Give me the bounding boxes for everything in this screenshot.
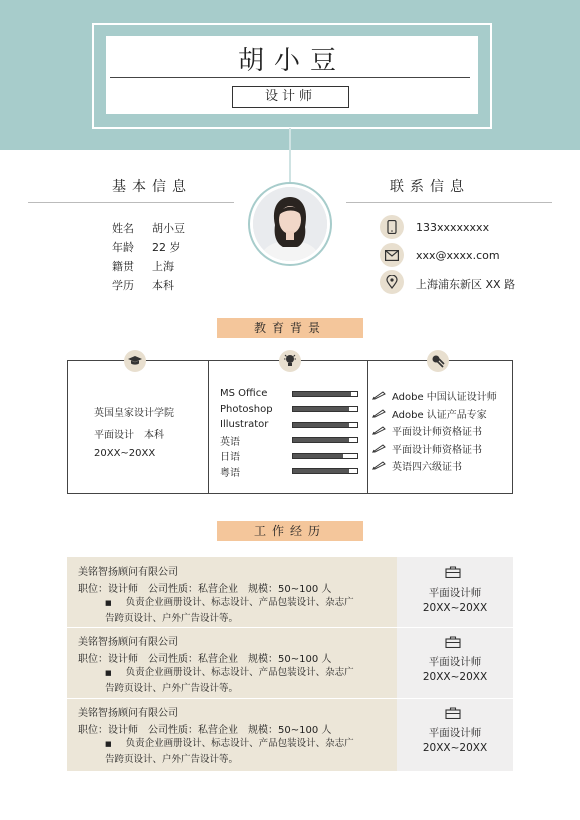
skills-list <box>220 386 360 479</box>
job-entry-3 <box>67 699 397 771</box>
skill-row <box>220 402 360 418</box>
pen-icon <box>372 409 386 418</box>
job-side-2 <box>397 628 513 698</box>
school-name: 英国皇家设计学院 <box>94 408 174 419</box>
skill-bar <box>292 437 358 443</box>
skill-bar <box>292 422 358 428</box>
work-heading: 工作经历 <box>217 521 363 541</box>
phone-icon <box>380 215 404 239</box>
pen-icon <box>372 461 386 470</box>
job-period: 20XX~20XX <box>422 671 488 683</box>
education-divider-2 <box>367 360 368 494</box>
job-meta: 职位：设计师 公司性质：私营企业 规模：50~100 人 <box>78 654 332 665</box>
job-role: 平面设计师 <box>428 587 482 599</box>
list-item: 平面设计师资格证书 <box>372 422 512 440</box>
mail-icon <box>380 243 404 267</box>
skill-row <box>220 386 360 402</box>
contact-divider <box>346 202 552 203</box>
name-underline <box>110 77 470 78</box>
address-text: 上海浦东新区 XX 路 <box>416 278 516 291</box>
list-item: Adobe 中国认证设计师 <box>372 387 512 405</box>
job-entry-1 <box>67 557 397 627</box>
contact-info-heading: 联系信息 <box>390 179 470 195</box>
location-icon <box>380 270 404 294</box>
job-side-3 <box>397 699 513 771</box>
job-duty: ■ 负责企业画册设计、标志设计、产品包装设计、杂志广 告跨页设计、户外广告设计等。 <box>105 738 354 765</box>
lightbulb-icon <box>279 350 301 372</box>
skill-row <box>220 448 360 464</box>
info-row-degree: 学历 本科 <box>112 279 174 292</box>
major-degree: 平面设计 本科 <box>94 430 164 441</box>
skill-name: Illustrator <box>220 419 269 431</box>
company-name: 美铭智扬顾问有限公司 <box>78 708 178 719</box>
job-side-1 <box>397 557 513 627</box>
company-name: 美铭智扬顾问有限公司 <box>78 637 178 648</box>
skill-bar-fill <box>293 469 349 473</box>
job-role: 平面设计师 <box>428 656 482 668</box>
list-item: Adobe 认证产品专家 <box>372 405 512 423</box>
skill-name: MS Office <box>220 388 268 400</box>
certificate-list <box>372 387 512 475</box>
education-heading: 教育背景 <box>217 318 363 338</box>
skill-bar <box>292 453 358 459</box>
certificate-icon <box>427 350 449 372</box>
skill-bar <box>292 391 358 397</box>
briefcase-icon <box>445 566 461 578</box>
email-text: xxx@xxxx.com <box>416 249 500 262</box>
skill-bar-fill <box>293 407 349 411</box>
skill-bar <box>292 406 358 412</box>
list-item: 英语四六级证书 <box>372 457 512 475</box>
skill-name: 英语 <box>220 436 240 448</box>
skill-row <box>220 464 360 480</box>
skill-bar-fill <box>293 392 351 396</box>
job-title: 设计师 <box>232 86 349 108</box>
connector-line <box>289 128 291 186</box>
pen-icon <box>372 426 386 435</box>
graduation-cap-icon <box>124 350 146 372</box>
list-item: 平面设计师资格证书 <box>372 440 512 458</box>
job-period: 20XX~20XX <box>422 742 488 754</box>
phone-text: 133xxxxxxxx <box>416 221 490 234</box>
skill-bar <box>292 468 358 474</box>
job-meta: 职位：设计师 公司性质：私营企业 规模：50~100 人 <box>78 584 332 595</box>
job-entry-2 <box>67 628 397 698</box>
basic-info-heading: 基本信息 <box>112 179 192 195</box>
skill-name: Photoshop <box>220 403 273 415</box>
job-period: 20XX~20XX <box>422 602 488 614</box>
skill-bar-fill <box>293 423 349 427</box>
info-row-hometown: 籍贯 上海 <box>112 260 174 273</box>
job-role: 平面设计师 <box>428 727 482 739</box>
pen-icon <box>372 391 386 400</box>
education-divider-1 <box>208 360 209 494</box>
skill-bar-fill <box>293 454 343 458</box>
pen-icon <box>372 444 386 453</box>
job-meta: 职位：设计师 公司性质：私营企业 规模：50~100 人 <box>78 725 332 736</box>
basic-divider <box>28 202 234 203</box>
person-name: 胡小豆 <box>237 46 346 76</box>
skill-name: 粤语 <box>220 467 240 479</box>
skill-name: 日语 <box>220 452 240 464</box>
skill-row <box>220 433 360 449</box>
skill-bar-fill <box>293 438 349 442</box>
briefcase-icon <box>445 636 461 648</box>
skill-row <box>220 417 360 433</box>
job-duty: ■ 负责企业画册设计、标志设计、产品包装设计、杂志广 告跨页设计、户外广告设计等。 <box>105 597 354 624</box>
info-row-age: 年龄 22 岁 <box>112 241 181 254</box>
education-period: 20XX~20XX <box>94 448 156 459</box>
avatar <box>253 187 327 261</box>
briefcase-icon <box>445 707 461 719</box>
info-row-name: 姓名 胡小豆 <box>112 222 185 235</box>
job-duty: ■ 负责企业画册设计、标志设计、产品包装设计、杂志广 告跨页设计、户外广告设计等。 <box>105 667 354 694</box>
company-name: 美铭智扬顾问有限公司 <box>78 567 178 578</box>
